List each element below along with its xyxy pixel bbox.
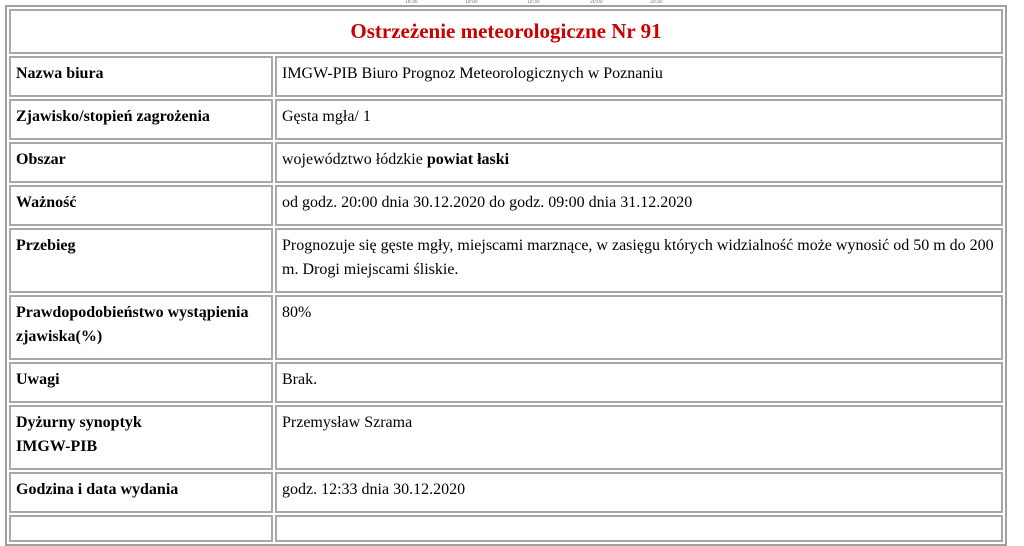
row-label-phenomenon: Zjawisko/stopień zagrożenia <box>9 99 273 140</box>
time-tick: 20:30 <box>650 0 663 5</box>
table-row <box>9 142 1003 183</box>
table-row <box>9 472 1003 513</box>
row-label-area: Obszar <box>9 142 273 183</box>
table-row <box>9 185 1003 226</box>
table-row <box>9 515 1003 542</box>
row-label-empty <box>9 515 273 542</box>
forecaster-label-line1: Dyżurny synoptyk <box>16 414 142 431</box>
row-label-forecaster <box>9 405 273 470</box>
table-row <box>9 56 1003 97</box>
warning-title: Ostrzeżenie meteorologiczne Nr 91 <box>9 9 1003 54</box>
forecaster-label-line2: IMGW-PIB <box>16 438 98 455</box>
row-label-issued: Godzina i data wydania <box>9 472 273 513</box>
row-value-issued: godz. 12:33 dnia 30.12.2020 <box>275 472 1003 513</box>
row-value-probability: 80% <box>275 295 1003 360</box>
row-value-office: IMGW-PIB Biuro Prognoz Meteorologicznych w Poznaniu <box>275 56 1003 97</box>
table-row <box>9 228 1003 293</box>
row-label-office: Nazwa biura <box>9 56 273 97</box>
row-label-validity: Ważność <box>9 185 273 226</box>
area-region: województwo łódzkie <box>282 151 427 168</box>
row-label-probability: Prawdopodobieństwo wystąpienia zjawiska(%) <box>9 295 273 360</box>
warning-table <box>5 5 1007 546</box>
row-value-remarks: Brak. <box>275 362 1003 403</box>
time-tick: 20:00 <box>590 0 603 5</box>
time-tick: 19:30 <box>527 0 540 5</box>
row-label-remarks: Uwagi <box>9 362 273 403</box>
time-tick: 18:30 <box>405 0 418 5</box>
area-county: powiat łaski <box>426 151 510 168</box>
title-row <box>9 9 1003 54</box>
table-row <box>9 295 1003 360</box>
row-value-area <box>275 142 1003 183</box>
table-row <box>9 405 1003 470</box>
table-row <box>9 362 1003 403</box>
row-value-empty <box>275 515 1003 542</box>
row-value-course: Prognozuje się gęste mgły, miejscami marznące, w zasięgu których widzialność może wynosić od 50 m do 200 m. Drogi miejscami śliskie. <box>275 228 1003 293</box>
row-value-phenomenon: Gęsta mgła/ 1 <box>275 99 1003 140</box>
time-tick: 19:00 <box>465 0 478 5</box>
row-value-forecaster: Przemysław Szrama <box>275 405 1003 470</box>
table-row <box>9 99 1003 140</box>
row-value-validity: od godz. 20:00 dnia 30.12.2020 do godz. 09:00 dnia 31.12.2020 <box>275 185 1003 226</box>
row-label-course: Przebieg <box>9 228 273 293</box>
